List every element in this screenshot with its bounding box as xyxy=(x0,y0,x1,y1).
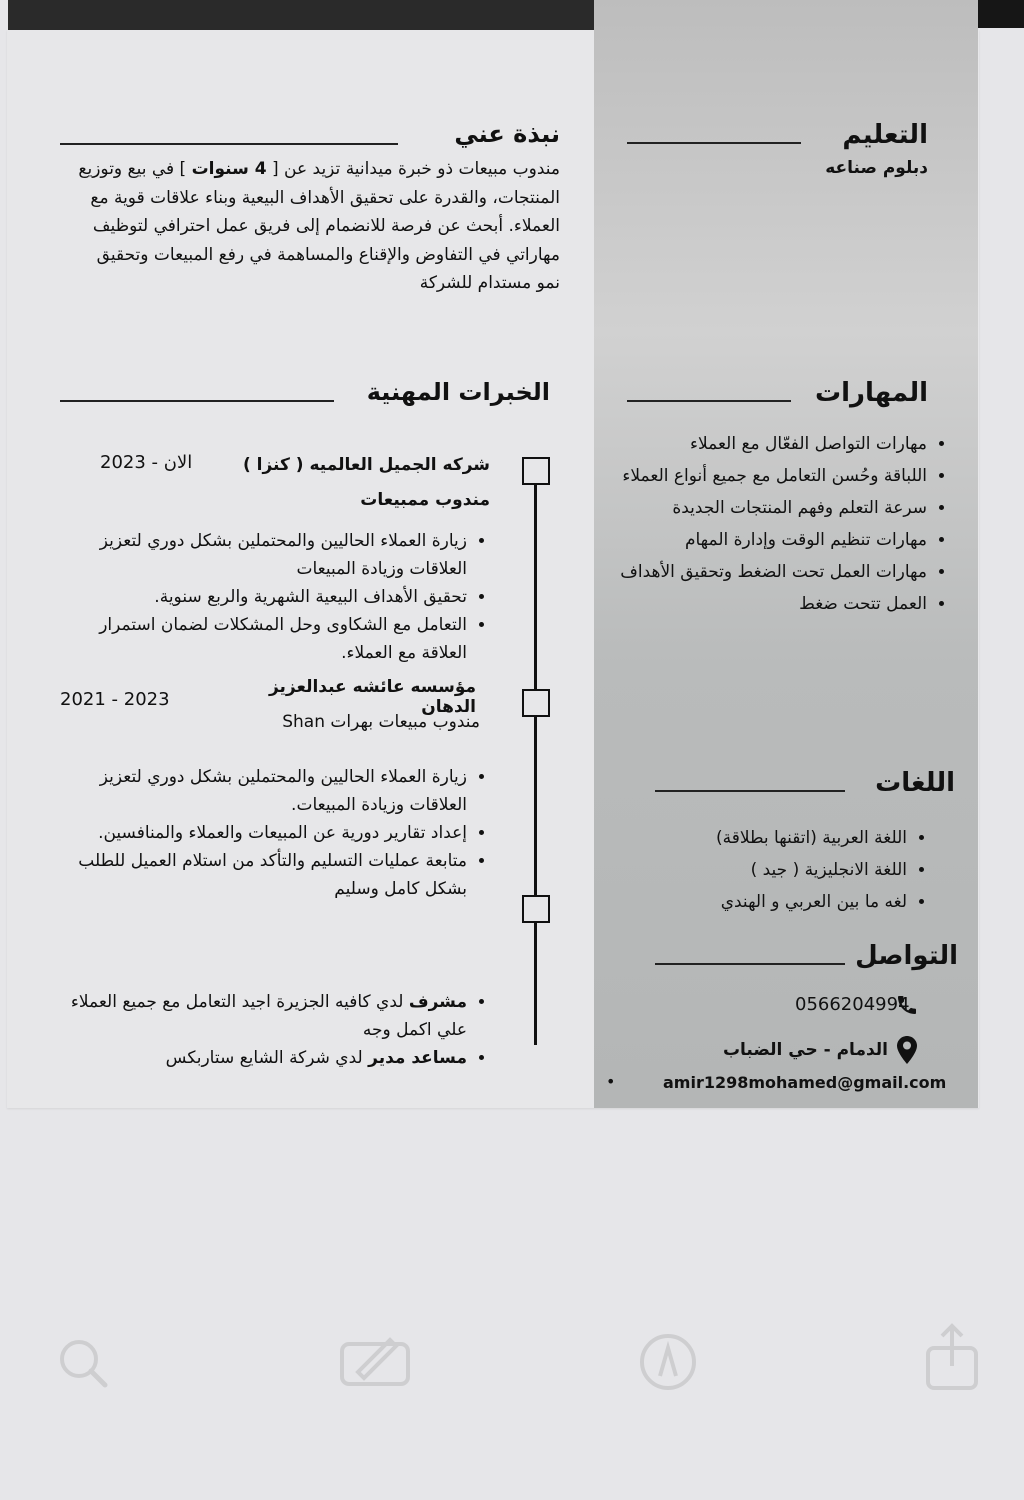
job-bullets xyxy=(60,763,485,903)
skills-title: المهارات xyxy=(814,378,928,408)
education-title: التعليم xyxy=(842,120,928,150)
skill-item: • مهارات العمل تحت الضغط وتحقيق الأهداف xyxy=(600,556,927,588)
timeline-marker xyxy=(522,689,550,717)
education-rule xyxy=(627,142,801,144)
job-role: مندوب ممبيعات xyxy=(360,490,490,510)
contact-phone[interactable]: 0566204994 xyxy=(795,994,910,1015)
about-rule xyxy=(60,143,398,145)
language-item: • لغه ما بين العربي و الهندي xyxy=(620,886,907,918)
timeline-line xyxy=(534,470,537,1045)
header-bar-dark xyxy=(8,0,594,30)
edit-icon[interactable] xyxy=(338,1330,414,1390)
share-icon[interactable] xyxy=(922,1322,982,1392)
about-title: نبذة عني xyxy=(454,120,560,148)
search-icon[interactable] xyxy=(55,1335,111,1391)
experience-rule xyxy=(60,400,334,402)
contact-rule xyxy=(655,963,845,965)
timeline-marker xyxy=(522,457,550,485)
skills-rule xyxy=(627,400,791,402)
header-bar-dark-right xyxy=(978,0,1024,28)
job-bullet: • زيارة العملاء الحاليين والمحتملين بشكل دوري لتعزيز العلاقات وزيادة المبيعات. xyxy=(60,763,467,819)
language-item: • اللغة الانجليزية ( جيد ) xyxy=(620,854,907,886)
location-pin-icon xyxy=(895,1035,919,1065)
job-bullet: • زيارة العملاء الحاليين والمحتملين بشكل دوري لتعزيز العلاقات وزيادة المبيعات xyxy=(90,527,467,583)
job-bullets xyxy=(70,988,485,1072)
job-company: شركه الجميل العالميه ( كنزا ) xyxy=(242,455,490,475)
job-bullet: • التعامل مع الشكاوى وحل المشكلات لضمان استمرار العلاقة مع العملاء. xyxy=(90,611,467,667)
phone-icon xyxy=(895,993,919,1017)
language-item: • اللغة العربية (اتقنها بطلاقة) xyxy=(620,822,907,854)
experience-title: الخبرات المهنية xyxy=(366,378,550,406)
bullet-dot: • xyxy=(606,1072,616,1091)
about-text: مندوب مبيعات ذو خبرة ميدانية تزيد عن [ 4 سنوات ] في بيع وتوزيع المنتجات، والقدرة على تحقيق الأهداف البيعية وبناء علاقات قوية مع العملاء. أبحث عن فرصة للانضمام إلى فريق عمل احترافي لتوظيف مهاراتي في التفاوض والإقناع والمساهمة في رفع المبيعات وتحقيق نمو مستدام للشركة xyxy=(78,159,560,294)
education-degree: دبلوم صناعه xyxy=(825,158,928,178)
contact-title: التواصل xyxy=(855,941,958,971)
job-date: 2021 - 2023 xyxy=(60,689,170,710)
languages-list xyxy=(620,822,925,918)
markup-icon[interactable] xyxy=(638,1332,698,1392)
job-role: مندوب مبيعات بهرات Shan xyxy=(282,712,480,732)
timeline-marker xyxy=(522,895,550,923)
skill-item: • سرعة التعلم وفهم المنتجات الجديدة xyxy=(600,492,927,524)
skill-item: • العمل تتحت ضغط xyxy=(600,588,927,620)
job-bullet: • مساعد مدير لدي شركة الشايع ستاربكس xyxy=(70,1044,467,1072)
job-bullet: • متابعة عمليات التسليم والتأكد من استلام العميل للطلب بشكل كامل وسليم xyxy=(60,847,467,903)
contact-location: الدمام - حي الضباب xyxy=(722,1040,888,1060)
skill-item: • مهارات تنظيم الوقت وإدارة المهام xyxy=(600,524,927,556)
job-bullet: • تحقيق الأهداف البيعية الشهرية والربع سنوية. xyxy=(90,583,467,611)
job-bullet: • إعداد تقارير دورية عن المبيعات والعملاء والمنافسين. xyxy=(60,819,467,847)
skill-item: • اللباقة وحُسن التعامل مع جميع أنواع العملاء xyxy=(600,460,927,492)
skills-list xyxy=(600,428,945,620)
languages-title: اللغات xyxy=(875,768,955,798)
contact-email[interactable]: amir1298mohamed@gmail.com xyxy=(663,1073,947,1092)
skill-item: • مهارات التواصل الفعّال مع العملاء xyxy=(600,428,927,460)
job-date: الان - 2023 xyxy=(100,452,193,473)
job-company: مؤسسه عائشه عبدالعزيز الدهان xyxy=(268,677,476,717)
languages-rule xyxy=(655,790,845,792)
job-bullet: • مشرف لدي كافيه الجزيرة اجيد التعامل مع جميع العملاء علي اكمل وجه xyxy=(70,988,467,1044)
job-bullets xyxy=(90,527,485,667)
